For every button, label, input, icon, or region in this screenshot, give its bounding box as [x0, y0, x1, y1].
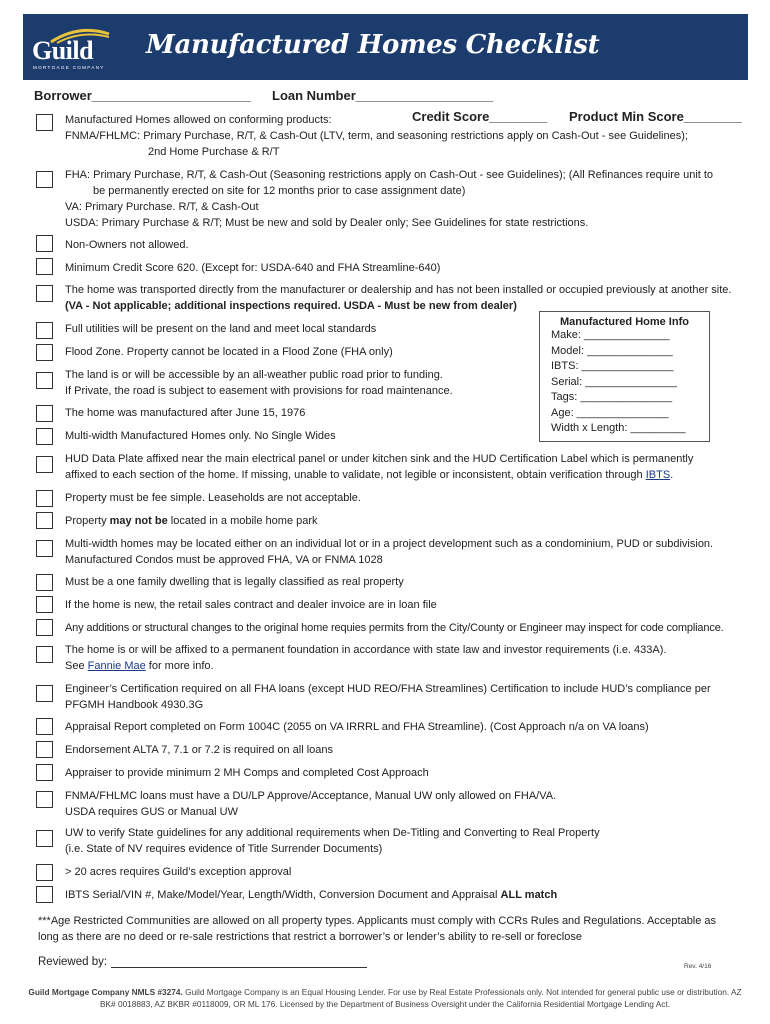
checkbox-manufactured-after-1976[interactable]	[36, 405, 53, 422]
checkbox-du-lp-approval[interactable]	[36, 791, 53, 808]
list-item: Property must be fee simple. Leaseholds are not acceptable.	[65, 492, 361, 504]
list-item: IBTS Serial/VIN #, Make/Model/Year, Length/Width, Conversion Document and Appraisal ALL match	[65, 889, 558, 901]
checkbox-non-owners[interactable]	[36, 235, 53, 252]
header-banner	[23, 14, 748, 80]
page-footer: Guild Mortgage Company NMLS #3274. Guild Mortgage Company is an Equal Housing Lender. For use by Real Estate Professionals only. Not intended for general public use or distribution. AZ BK# 0018883, AZ BKBR #0118009, OR ML 176. Licensed by the Department of Business Oversight under the California Residential Mortgage Lending Act.	[28, 987, 742, 1009]
list-item: Multi-width homes may be located either on an individual lot or in a project development such as a condominium, PUD or subdivision. Manufactured Condos must be approved FHA, VA or FNMA 1028	[65, 538, 714, 566]
list-item: Full utilities will be present on the land and meet local standards	[65, 323, 377, 335]
checkbox-flood-zone[interactable]	[36, 344, 53, 361]
list-item: Multi-width Manufactured Homes only. No Single Wides	[65, 430, 336, 442]
list-item: Non-Owners not allowed.	[65, 239, 189, 251]
info-serial-field[interactable]: Serial: _______________	[551, 375, 678, 388]
list-item: Any additions or structural changes to the original home requies permits from the City/County or Engineer may inspect for code compliance.	[65, 622, 724, 634]
list-item: Endorsement ALTA 7, 7.1 or 7.2 is required on all loans	[65, 744, 334, 756]
credit-score-field[interactable]: Credit Score________	[412, 109, 548, 124]
info-model-field[interactable]: Model: ______________	[551, 344, 673, 357]
checkbox-full-utilities[interactable]	[36, 322, 53, 339]
checkbox-endorsement-alta[interactable]	[36, 741, 53, 758]
list-item: Must be a one family dwelling that is legally classified as real property	[65, 576, 404, 588]
list-item: UW to verify State guidelines for any additional requirements when De-Titling and Converting to Real Property (i.e. State of NV requires evidence of Title Surrender Documents)	[65, 827, 600, 855]
checkbox-appraisal-report[interactable]	[36, 718, 53, 735]
reviewed-by-field[interactable]	[38, 955, 367, 968]
reviewed-by-line[interactable]	[111, 955, 367, 968]
list-item: Appraiser to provide minimum 2 MH Comps and completed Cost Approach	[65, 767, 429, 779]
guild-logo: Guild	[32, 36, 94, 65]
list-item: > 20 acres requires Guild’s exception approval	[65, 866, 292, 878]
list-item: FNMA/FHLMC loans must have a DU/LP Approve/Acceptance, Manual UW only allowed on FHA/VA. USDA requires GUS or Manual UW	[65, 790, 557, 818]
list-item: Flood Zone. Property cannot be located in a Flood Zone (FHA only)	[65, 346, 393, 358]
checkbox-one-family-dwelling[interactable]	[36, 574, 53, 591]
info-tags-field[interactable]: Tags: _______________	[551, 391, 673, 403]
checkbox-engineer-certification[interactable]	[36, 685, 53, 702]
manufactured-home-info-box	[539, 311, 710, 442]
info-width-length-field[interactable]: Width x Length: _________	[551, 422, 686, 434]
info-age-field[interactable]: Age: _______________	[551, 406, 669, 419]
list-item: FHA: Primary Purchase, R/T, & Cash-Out (Seasoning restrictions apply on Cash-Out - see Guidelines); (All Refinances require unit to be permanently erected on site for 12 months prior to case assignment date) VA: Primary Purchase. R/T, & Cash-Out USDA: Primary Purchase & R/T; Must be new and sold by Dealer only; See Guidelines for state restrictions.	[65, 169, 714, 229]
list-item: Manufactured Homes allowed on conforming products: FNMA/FHLMC: Primary Purchase, R/T, & Cash-Out (LTV, term, and seasoning restrictions apply on Cash-Out - see Guidelines); 2nd Home Purchase & R/T	[65, 114, 688, 158]
checkbox-multi-width-location[interactable]	[36, 540, 53, 557]
checkbox-conforming-products[interactable]	[36, 114, 53, 131]
list-item: The home is or will be affixed to a permanent foundation in accordance with state law and investor requirements (i.e. 433A). See Fannie Mae for more info.	[65, 644, 667, 672]
info-ibts-field[interactable]: IBTS: _______________	[551, 360, 674, 372]
revision-label: Rev. 4/16	[684, 963, 712, 970]
ibts-link[interactable]: IBTS	[645, 469, 671, 481]
product-min-score-field[interactable]: Product Min Score________	[569, 109, 742, 124]
checkbox-mh-comps[interactable]	[36, 764, 53, 781]
checkbox-retail-sales-contract[interactable]	[36, 596, 53, 613]
reviewed-by-label: Reviewed by:	[38, 956, 108, 968]
list-item: HUD Data Plate affixed near the main electrical panel or under kitchen sink and the HUD Certification Label which is permanently affixed to each section of the home. If missing, unable to validate, not legible or inconsistent, obtain verification through IBTS.	[65, 453, 694, 481]
age-restricted-footnote: ***Age Restricted Communities are allowed on all property types. Applicants must comply with CCRs Rules and Regulations. Acceptable as long as there are no deed or re-sale restrictions that restrict a borrower’s or lender’s ability to re-sell or foreclose	[38, 915, 717, 943]
checkbox-road-access[interactable]	[36, 372, 53, 389]
checkbox-20-acres[interactable]	[36, 864, 53, 881]
info-box-title: Manufactured Home Info	[560, 316, 689, 328]
checkbox-min-credit-score[interactable]	[36, 258, 53, 275]
list-item: If the home is new, the retail sales contract and dealer invoice are in loan file	[65, 599, 437, 611]
list-item: The home was transported directly from the manufacturer or dealership and has not been installed or occupied previously at another site. (VA - Not applicable; additional inspections required. USDA - Must be new from dealer)	[65, 284, 732, 312]
checkbox-fee-simple[interactable]	[36, 490, 53, 507]
list-item: The land is or will be accessible by an all-weather public road prior to funding. If Private, the road is subject to easement with provisions for road maintenance.	[65, 369, 453, 397]
checkbox-structural-changes[interactable]	[36, 619, 53, 636]
list-item: Appraisal Report completed on Form 1004C (2055 on VA IRRRL and FHA Streamline). (Cost Approach n/a on VA loans)	[65, 721, 649, 733]
checkbox-state-guidelines[interactable]	[36, 830, 53, 847]
checkbox-mobile-home-park[interactable]	[36, 512, 53, 529]
info-make-field[interactable]: Make: ______________	[551, 329, 670, 341]
borrower-field[interactable]: Borrower______________________	[34, 88, 251, 103]
fannie-mae-link[interactable]: Fannie Mae	[87, 660, 146, 672]
list-item: The home was manufactured after June 15, 1976	[65, 407, 306, 419]
checkbox-ibts-all-match[interactable]	[36, 886, 53, 903]
guild-logo-subtitle: MORTGAGE COMPANY	[33, 65, 105, 70]
list-item: Property may not be located in a mobile home park	[65, 515, 318, 527]
checkbox-fha-va-usda[interactable]	[36, 171, 53, 188]
checkbox-transported-directly[interactable]	[36, 285, 53, 302]
checkbox-hud-data-plate[interactable]	[36, 456, 53, 473]
checkbox-permanent-foundation[interactable]	[36, 646, 53, 663]
checkbox-multi-width[interactable]	[36, 428, 53, 445]
list-item: Minimum Credit Score 620. (Except for: USDA-640 and FHA Streamline-640)	[65, 262, 441, 274]
loan-number-field[interactable]: Loan Number___________________	[272, 88, 494, 103]
list-item: Engineer’s Certification required on all FHA loans (except HUD REO/FHA Streamlines) Certification to include HUD’s compliance per PFGMH Handbook 4930.3G	[65, 683, 711, 711]
page-title: Manufactured Homes Checklist	[146, 30, 600, 60]
